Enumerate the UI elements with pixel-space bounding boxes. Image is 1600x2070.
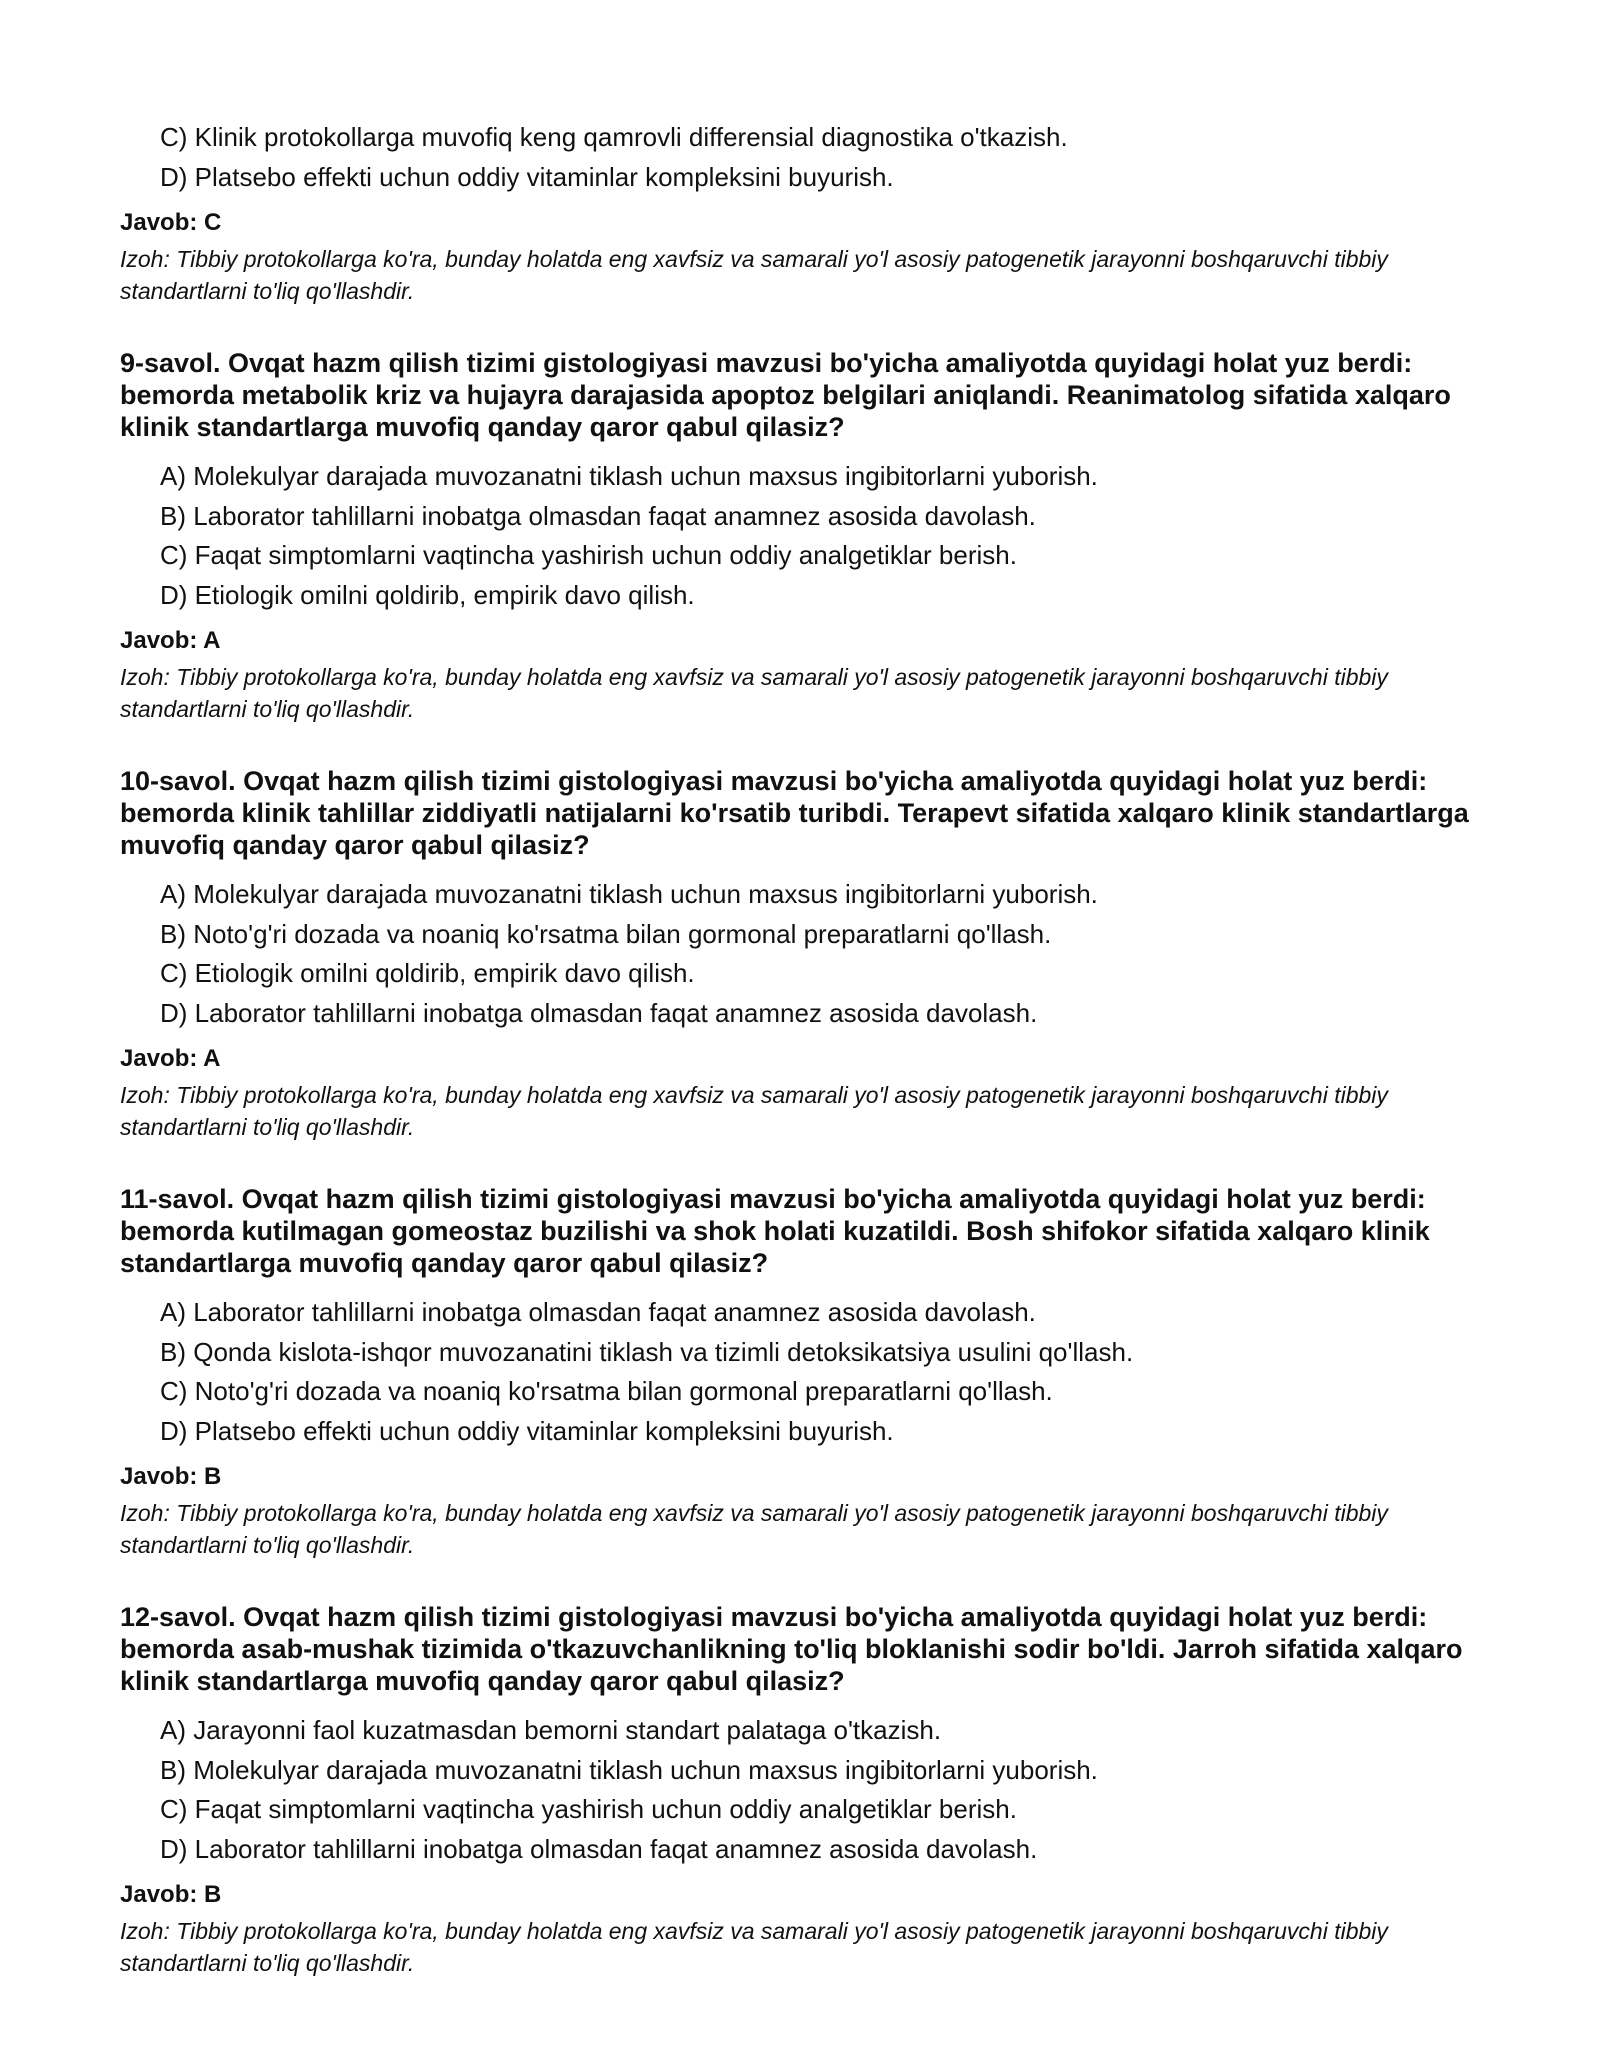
option-b: B) Qonda kislota-ishqor muvozanatini tiklash va tizimli detoksikatsiya usulini qo'llash. [160,1336,1134,1367]
question-9 [120,347,1480,725]
option-d: D) Platsebo effekti uchun oddiy vitaminlar kompleksini buyurish. [160,161,894,192]
option-c: C) Noto'g'ri dozada va noaniq ko'rsatma bilan gormonal preparatlarni qo'llash. [160,1376,1053,1406]
question-title: 12-savol. Ovqat hazm qilish tizimi gistologiyasi mavzusi bo'yicha amaliyotda quyidagi holat yuz berdi: bemorda asab-mushak tizimida o'tkazuvchanlikning to'liq bloklanishi sodir bo'ldi. Jarroh sifatida xalqaro klinik standartlarga muvofiq qanday qaror qabul qilasiz? [120,1602,1463,1696]
option-a: A) Molekulyar darajada muvozanatni tiklash uchun maxsus ingibitorlarni yuborish. [160,461,1098,491]
answer-label: Javob: B [120,1463,222,1490]
document-page [120,118,1480,1979]
option-a: A) Jarayonni faol kuzatmasdan bemorni standart palataga o'tkazish. [160,1715,942,1745]
option-d: D) Laborator tahlillarni inobatga olmasdan faqat anamnez asosida davolash. [160,1833,1038,1864]
question-11 [120,1183,1480,1561]
option-d: D) Etiologik omilni qoldirib, empirik davo qilish. [160,579,695,610]
question-title: 10-savol. Ovqat hazm qilish tizimi gistologiyasi mavzusi bo'yicha amaliyotda quyidagi holat yuz berdi: bemorda klinik tahlillar ziddiyatli natijalarni ko'rsatib turibdi. Terapevt sifatida xalqaro klinik standartlarga muvofiq qanday qaror qabul qilasiz? [120,766,1469,860]
question-title: 11-savol. Ovqat hazm qilish tizimi gistologiyasi mavzusi bo'yicha amaliyotda quyidagi holat yuz berdi: bemorda kutilmagan gomeostaz buzilishi va shok holati kuzatildi. Bosh shifokor sifatida xalqaro klinik standartlarga muvofiq qanday qaror qabul qilasiz? [120,1184,1430,1278]
option-a: A) Laborator tahlillarni inobatga olmasdan faqat anamnez asosida davolash. [160,1297,1036,1327]
explanation-note: Izoh: Tibbiy protokollarga ko'ra, bunday holatda eng xavfsiz va samarali yo'l asosiy patogenetik jarayonni boshqaruvchi tibbiy standartlarni to'liq qo'llashdir. [120,246,1388,304]
question-title: 9-savol. Ovqat hazm qilish tizimi gistologiyasi mavzusi bo'yicha amaliyotda quyidagi holat yuz berdi: bemorda metabolik kriz va hujayra darajasida apoptoz belgilari aniqlandi. Reanimatolog sifatida xalqaro klinik standartlarga muvofiq qanday qaror qabul qilasiz? [120,348,1451,442]
explanation-note: Izoh: Tibbiy protokollarga ko'ra, bunday holatda eng xavfsiz va samarali yo'l asosiy patogenetik jarayonni boshqaruvchi tibbiy standartlarni to'liq qo'llashdir. [120,1082,1388,1140]
option-c: C) Faqat simptomlarni vaqtincha yashirish uchun oddiy analgetiklar berish. [160,1794,1017,1824]
option-b: B) Noto'g'ri dozada va noaniq ko'rsatma bilan gormonal preparatlarni qo'llash. [160,918,1052,949]
question-12 [120,1601,1480,1979]
option-c: C) Klinik protokollarga muvofiq keng qamrovli differensial diagnostika o'tkazish. [160,122,1068,152]
question-8-tail [120,118,1480,307]
option-d: D) Laborator tahlillarni inobatga olmasdan faqat anamnez asosida davolash. [160,997,1038,1028]
option-d: D) Platsebo effekti uchun oddiy vitaminlar kompleksini buyurish. [160,1415,894,1446]
explanation-note: Izoh: Tibbiy protokollarga ko'ra, bunday holatda eng xavfsiz va samarali yo'l asosiy patogenetik jarayonni boshqaruvchi tibbiy standartlarni to'liq qo'llashdir. [120,1918,1388,1976]
option-b: B) Laborator tahlillarni inobatga olmasdan faqat anamnez asosida davolash. [160,500,1036,531]
explanation-note: Izoh: Tibbiy protokollarga ko'ra, bunday holatda eng xavfsiz va samarali yo'l asosiy patogenetik jarayonni boshqaruvchi tibbiy standartlarni to'liq qo'llashdir. [120,1500,1388,1558]
option-a: A) Molekulyar darajada muvozanatni tiklash uchun maxsus ingibitorlarni yuborish. [160,879,1098,909]
explanation-note: Izoh: Tibbiy protokollarga ko'ra, bunday holatda eng xavfsiz va samarali yo'l asosiy patogenetik jarayonni boshqaruvchi tibbiy standartlarni to'liq qo'llashdir. [120,664,1388,722]
option-c: C) Faqat simptomlarni vaqtincha yashirish uchun oddiy analgetiklar berish. [160,540,1017,570]
question-10 [120,765,1480,1143]
option-c: C) Etiologik omilni qoldirib, empirik davo qilish. [160,958,695,988]
answer-label: Javob: B [120,1881,222,1908]
answer-label: Javob: A [120,1045,221,1072]
answer-label: Javob: A [120,627,221,654]
option-b: B) Molekulyar darajada muvozanatni tiklash uchun maxsus ingibitorlarni yuborish. [160,1754,1098,1785]
answer-label: Javob: C [120,209,222,236]
